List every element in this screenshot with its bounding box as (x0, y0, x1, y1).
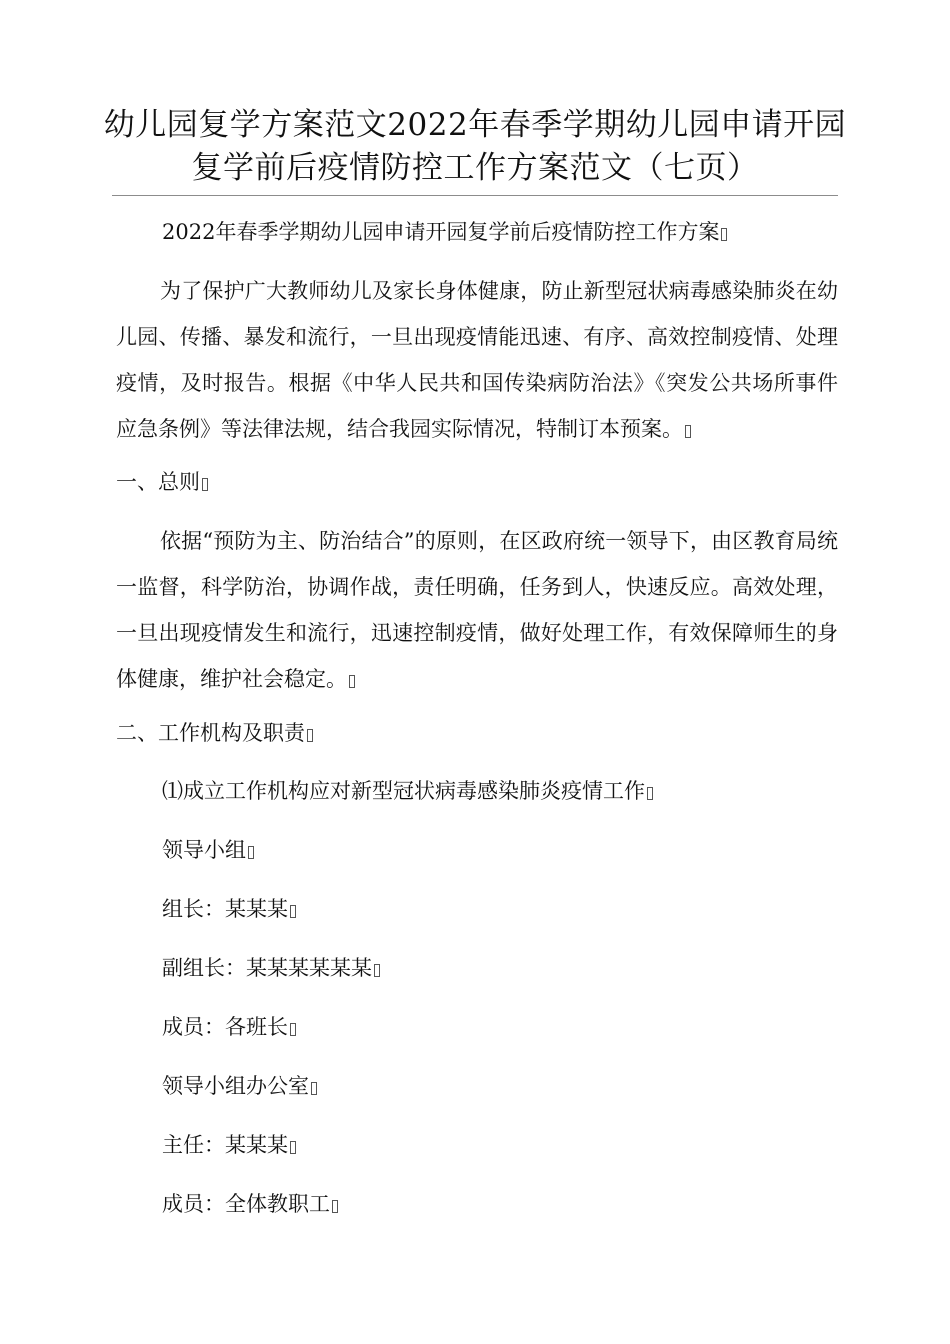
intro-paragraph (116, 268, 838, 452)
group-leader-line (162, 886, 884, 932)
intro-text: 为了保护广大教师幼儿及家长身体健康，防止新型冠状病毒感染肺炎在幼儿园、传播、暴发和流行，一旦出现疫情能迅速、有序、高效控制疫情、处理疫情，及时报告。根据《中华人民共和国传染病防治法》《突发公共场所事件应急条例》等法律法规，结合我园实际情况，特制订本预案。 (116, 279, 838, 441)
members1-line (162, 1004, 884, 1050)
group-leader-text: 组长：某某某 (162, 897, 288, 921)
section1-paragraph (116, 518, 838, 702)
leader-group-text: 领导小组 (162, 838, 246, 862)
section2-heading (116, 710, 838, 756)
section2-heading-text: 二、工作机构及职责 (116, 721, 305, 745)
paragraph-mark-icon (202, 478, 208, 491)
document-subtitle (162, 209, 884, 255)
section1-heading (116, 459, 838, 505)
director-line (162, 1122, 884, 1168)
leader-group-line (162, 827, 884, 873)
paragraph-mark-icon (349, 675, 355, 688)
item1-text: ⑴成立工作机构应对新型冠状病毒感染肺炎疫情工作 (162, 779, 645, 803)
paragraph-mark-icon (307, 729, 313, 742)
document-title: 幼儿园复学方案范文2022年春季学期幼儿园申请开园复学前后疫情防控工作方案范文（七页） (103, 107, 847, 186)
office-text: 领导小组办公室 (162, 1074, 309, 1098)
title-divider (112, 195, 838, 196)
director-text: 主任：某某某 (162, 1133, 288, 1157)
paragraph-mark-icon (721, 228, 727, 241)
paragraph-mark-icon (374, 964, 380, 977)
paragraph-mark-icon (290, 1023, 296, 1036)
paragraph-mark-icon (685, 425, 691, 438)
paragraph-mark-icon (290, 905, 296, 918)
subtitle-text: 2022年春季学期幼儿园申请开园复学前后疫情防控工作方案 (162, 220, 720, 244)
members1-text: 成员：各班长 (162, 1015, 288, 1039)
paragraph-mark-icon (290, 1141, 296, 1154)
paragraph-mark-icon (647, 787, 653, 800)
section1-heading-text: 一、总则 (116, 470, 200, 494)
deputy-leader-line (162, 945, 884, 991)
paragraph-mark-icon (311, 1082, 317, 1095)
item1-line (162, 768, 884, 814)
members2-line (162, 1181, 884, 1227)
section1-text: 依据“预防为主、防治结合”的原则，在区政府统一领导下，由区教育局统一监督，科学防治，协调作战，责任明确，任务到人，快速反应。高效处理，一旦出现疫情发生和流行，迅速控制疫情，做好处理工作，有效保障师生的身体健康，维护社会稳定。 (116, 529, 838, 691)
members2-text: 成员：全体教职工 (162, 1192, 330, 1216)
office-line (162, 1063, 884, 1109)
paragraph-mark-icon (332, 1200, 338, 1213)
paragraph-mark-icon (248, 846, 254, 859)
deputy-leader-text: 副组长：某某某某某某 (162, 956, 372, 980)
